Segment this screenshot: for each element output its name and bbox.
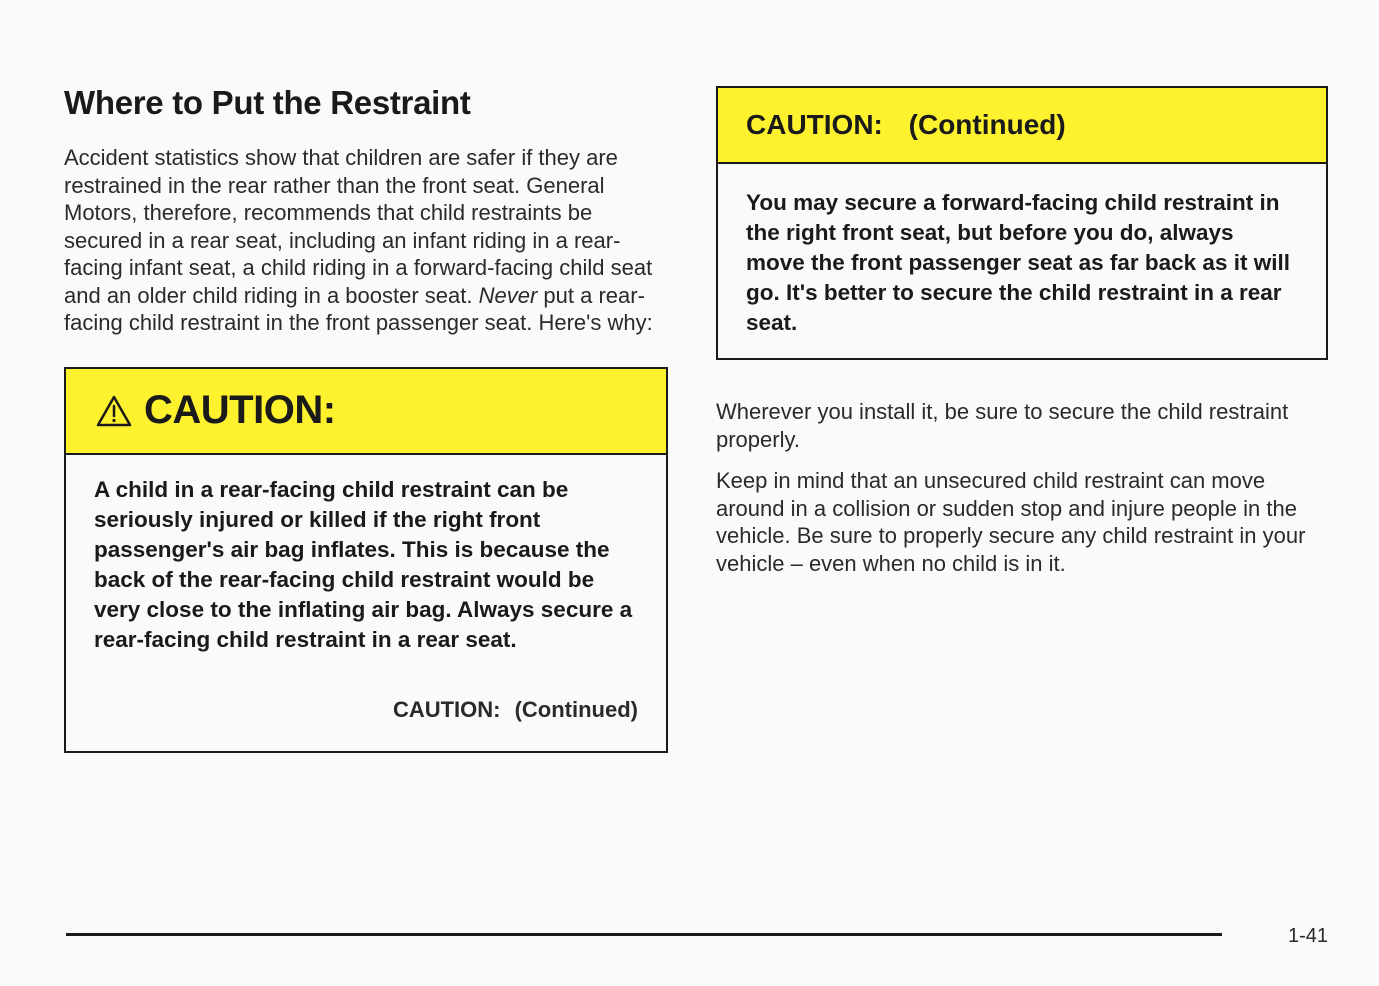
right-text (716, 398, 1328, 577)
right-column (716, 84, 1328, 577)
caution-continued-body: You may secure a forward-facing child restraint in the right front seat, but before you do, always move the front passenger seat as far back as it will go. It's better to secure the child restraint in a rear seat. (746, 190, 1290, 335)
intro-text: Accident statistics show that children are safer if they are restrained in the rear rather than the front seat. General Motors, therefore, recommends that child restraints be secured in a rear seat, including an infant riding in a rear-facing infant seat, a child riding in a forward-facing child seat and an older child riding in a booster seat. (64, 145, 653, 308)
intro-emphasis: Never (478, 282, 538, 308)
warning-triangle-icon (96, 395, 132, 427)
left-column (64, 84, 674, 753)
caution-box (64, 367, 668, 753)
caution-label: CAUTION: (144, 388, 336, 432)
install-paragraph: Wherever you install it, be sure to secure the child restraint properly. (716, 399, 1289, 452)
caution-continued-label: CAUTION: (Continued) (746, 109, 1066, 140)
caution-continued-box (716, 86, 1328, 360)
intro-paragraph (64, 144, 674, 337)
caution-continued-footer: CAUTION: (Continued) (392, 696, 638, 722)
unsecured-paragraph: Keep in mind that an unsecured child restraint can move around in a collision or sudden stop and injure people in the vehicle. Be sure to properly secure any child restraint in your vehicle – even when no child is in it. (716, 468, 1306, 576)
caution-header (66, 369, 666, 455)
page-number: 1-41 (1288, 925, 1329, 947)
caution-body: A child in a rear-facing child restraint can be seriously injured or killed if the right front passenger's air bag inflates. This is because the back of the rear-facing child restraint would be very close to the inflating air bag. Always secure a rear-facing child restraint in a rear seat. (94, 476, 633, 652)
section-title: Where to Put the Restraint (64, 84, 471, 121)
caution-continued-header (718, 88, 1326, 164)
footer-rule (66, 933, 1222, 936)
intro-text-end: put a rear-facing child restraint in the front passenger seat. Here's why: (64, 282, 653, 335)
